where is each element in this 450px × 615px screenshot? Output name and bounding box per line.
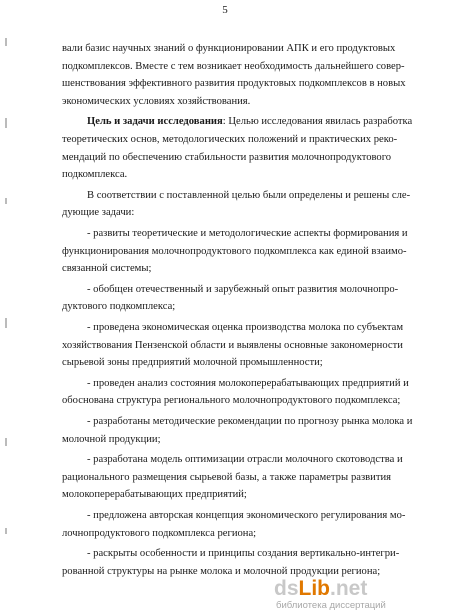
task-item-line: сырьевой зоны предприятий молочной промышленности; [62,357,323,368]
task-item-line: - разработана модель оптимизации отрасли молочного скотоводства и [87,454,403,465]
body-text-line: дующие задачи: [62,207,135,218]
task-item-line: - предложена авторская концепция экономического регулирования мо- [87,510,406,521]
margin-mark [5,438,7,446]
task-item-line: лочнопродуктового подкомплекса региона; [62,528,257,539]
watermark-subtitle: библиотека диссертаций [276,600,386,611]
task-item-line: связанной системы; [62,263,152,274]
page-number: 5 [222,4,228,16]
task-item-line: обоснована структура регионального молочнопродуктового подкомплекса; [62,395,401,406]
body-text-line: теоретических основ, методологических положений и практических реко- [62,134,398,145]
task-item-line: рованной структуры на рынке молока и молочной продукции региона; [62,566,381,577]
task-item-line: молокоперерабатывающих предприятий; [62,489,247,500]
task-item-line: - проведен анализ состояния молокоперерабатывающих предприятий и [87,378,409,389]
task-item-line: хозяйствования Пензенской области и выявлены основные закономерности [62,340,403,351]
margin-mark [5,198,7,204]
goal-heading: Цель и задачи исследования [87,116,223,127]
margin-mark [5,318,7,328]
goal-text: : Целью исследования явилась разработка [222,116,413,127]
goal-first-line [87,115,413,128]
body-text-line: В соответствии с поставленной целью были определены и решены сле- [87,190,411,201]
body-text-line: мендаций по обеспечению стабильности развития молочнопродуктового [62,152,392,163]
task-item-line: функционирования молочнопродуктового подкомплекса как единой взаимо- [62,246,407,257]
body-text-line: экономических условиях хозяйствования. [62,96,251,107]
margin-mark [5,38,7,46]
task-item-line: - проведена экономическая оценка производства молока по субъектам [87,322,404,333]
task-item-line: рационального размещения сырьевой базы, а также параметры развития [62,472,391,483]
body-text-line: подкомплексов. Вместе с тем возникает необходимость дальнейшего совер- [62,61,405,72]
margin-mark [5,118,7,128]
task-item-line: - развиты теоретические и методологические аспекты формирования и [87,228,408,239]
task-item-line: - разработаны методические рекомендации по прогнозу рынка молока и [87,416,413,427]
watermark [274,577,444,611]
body-text-line: подкомплекса. [62,169,128,180]
watermark-logo: dsLib.net [274,577,368,600]
body-text-line: шенствования эффективного развития продуктовых подкомплексов в новых [62,78,406,89]
task-item-line: - раскрыты особенности и принципы создания вертикально-интегри- [87,548,400,559]
task-item-line: молочной продукции; [62,434,161,445]
body-text-line: вали базис научных знаний о функционировании АПК и его продуктовых [62,43,396,54]
margin-mark [5,528,7,534]
task-item-line: дуктового подкомплекса; [62,301,176,312]
task-item-line: - обобщен отечественный и зарубежный опыт развития молочнопро- [87,284,399,295]
